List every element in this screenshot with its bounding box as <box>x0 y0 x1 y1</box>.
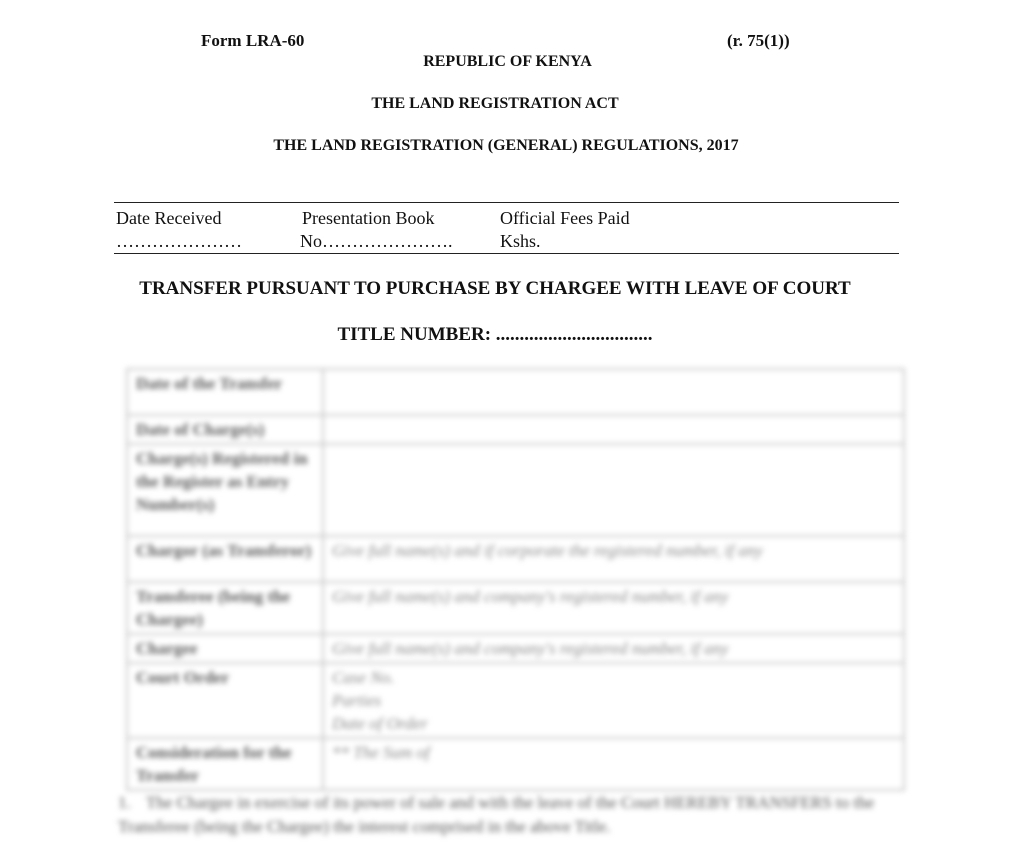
official-fees-label: Official Fees Paid <box>500 208 630 228</box>
date-received-dots: ………………… <box>116 231 242 251</box>
act-heading: THE LAND REGISTRATION ACT <box>371 95 619 112</box>
row-value <box>323 415 904 444</box>
table-row <box>127 536 904 582</box>
row-value: Give full name(s) and company's registered number, if any <box>323 582 904 634</box>
row-label: Chargor (as Transferor) <box>127 536 323 582</box>
clause-number: 1. <box>118 793 131 812</box>
date-received-label: Date Received <box>116 208 222 228</box>
table-row <box>127 444 904 536</box>
row-label: Chargee <box>127 634 323 663</box>
row-value: Give full name(s) and company's registered number, if any <box>323 634 904 663</box>
form-number: Form LRA-60 <box>201 31 305 50</box>
row-label: Consideration for the Transfer <box>127 738 323 790</box>
transfer-details-table <box>126 368 905 791</box>
rule-reference: (r. 75(1)) <box>727 31 790 50</box>
clause-text: The Chargee in exercise of its power of sale and with the leave of the Court HEREBY TRANSFERS to the Transferee (being the Chargee) the interest comprised in the above Title. <box>118 793 875 836</box>
row-value <box>323 444 904 536</box>
title-number-line <box>0 324 990 346</box>
document-title: TRANSFER PURSUANT TO PURCHASE BY CHARGEE WITH LEAVE OF COURT <box>139 278 851 299</box>
row-value: Give full name(s) and if corporate the registered number, if any <box>323 536 904 582</box>
table-row <box>127 738 904 790</box>
row-label: Date of the Transfer <box>127 369 323 415</box>
table-row <box>127 369 904 415</box>
presentation-book-field <box>300 207 453 253</box>
registry-details-bar <box>114 202 899 254</box>
date-received-field <box>116 207 242 253</box>
republic-heading: REPUBLIC OF KENYA <box>423 53 592 70</box>
row-value: Case No. Parties Date of Order <box>323 663 904 738</box>
title-number-value: : ................................. <box>484 324 653 345</box>
official-fees-currency: Kshs. <box>500 231 541 251</box>
table-row <box>127 663 904 738</box>
title-number-label: TITLE NUMBER <box>337 324 485 345</box>
presentation-book-label: Presentation Book <box>302 208 435 228</box>
row-value: ** The Sum of <box>323 738 904 790</box>
row-label: Date of Charge(s) <box>127 415 323 444</box>
presentation-book-number: No…………………. <box>300 231 453 251</box>
row-label: Court Order <box>127 663 323 738</box>
table-row <box>127 415 904 444</box>
regulations-heading: THE LAND REGISTRATION (GENERAL) REGULATIONS, 2017 <box>273 137 739 154</box>
row-value <box>323 369 904 415</box>
official-fees-field <box>500 207 630 253</box>
row-label: Charge(s) Registered in the Register as Entry Number(s) <box>127 444 323 536</box>
row-label: Transferee (being the Chargee) <box>127 582 323 634</box>
table-row <box>127 634 904 663</box>
table-row <box>127 582 904 634</box>
transfer-clause <box>118 791 878 839</box>
